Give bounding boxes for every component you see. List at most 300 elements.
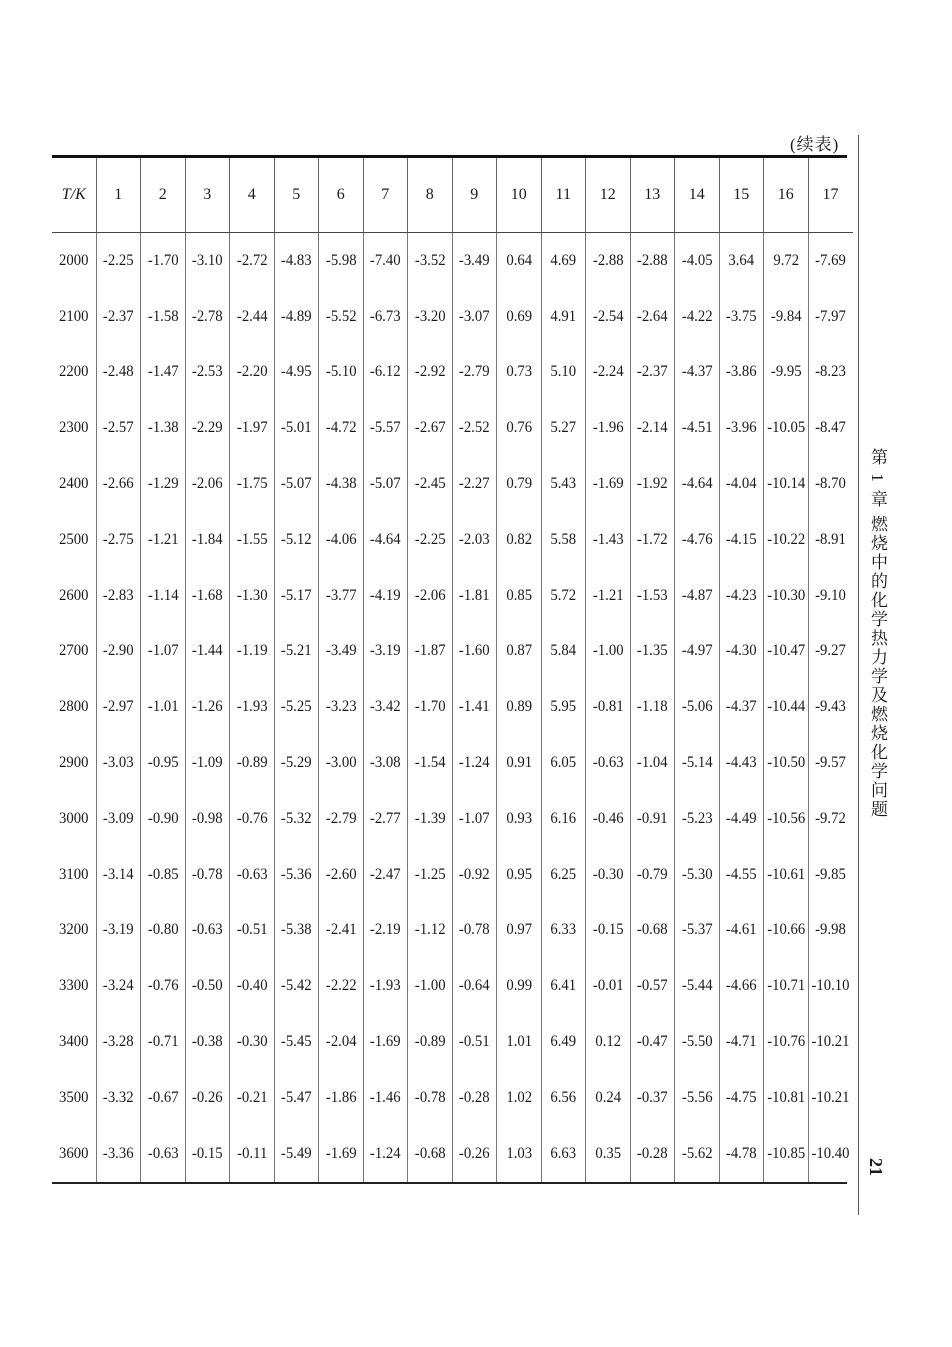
value-cell: -1.19: [231, 624, 272, 680]
value-cell: -4.49: [721, 791, 762, 847]
value-cell: -1.01: [142, 679, 183, 735]
value-cell: -4.15: [721, 512, 762, 568]
value-cell: -0.15: [587, 903, 628, 959]
column-header: 2: [141, 158, 186, 233]
value-cell: -4.30: [721, 624, 762, 680]
value-cell: -9.84: [765, 289, 806, 345]
temperature-cell: 3600: [59, 1144, 89, 1162]
value-cell: -4.55: [721, 847, 762, 903]
column-header: 8: [408, 158, 453, 233]
value-cell: -6.12: [365, 345, 406, 401]
value-cell: -0.67: [142, 1070, 183, 1126]
value-cell: -0.79: [632, 847, 673, 903]
value-cell: -1.86: [320, 1070, 361, 1126]
table-row: [52, 1070, 853, 1126]
value-cell: 0.89: [498, 679, 539, 735]
value-cell: -3.49: [320, 624, 361, 680]
value-cell: -8.91: [810, 512, 851, 568]
value-cell: -5.98: [320, 233, 361, 289]
value-cell: -0.91: [632, 791, 673, 847]
value-cell: -2.67: [409, 400, 450, 456]
value-cell: -5.52: [320, 289, 361, 345]
value-cell: 0.73: [498, 345, 539, 401]
value-cell: -1.35: [632, 624, 673, 680]
value-cell: -1.93: [365, 958, 406, 1014]
value-cell: -0.71: [142, 1014, 183, 1070]
value-cell: 4.69: [543, 233, 584, 289]
value-cell: -4.64: [365, 512, 406, 568]
value-cell: 0.87: [498, 624, 539, 680]
value-cell: -2.25: [98, 233, 139, 289]
data-table-container: [52, 155, 850, 1184]
table-row: [52, 289, 853, 345]
value-cell: -10.76: [765, 1014, 806, 1070]
value-cell: -4.71: [721, 1014, 762, 1070]
value-cell: -0.89: [231, 735, 272, 791]
value-cell: -0.64: [454, 958, 495, 1014]
value-cell: 1.02: [498, 1070, 539, 1126]
column-header: 5: [274, 158, 319, 233]
value-cell: -5.42: [276, 958, 317, 1014]
value-cell: -3.19: [98, 903, 139, 959]
column-header: 14: [675, 158, 720, 233]
value-cell: -0.81: [587, 679, 628, 735]
temperature-cell: 2500: [59, 530, 89, 548]
value-cell: -5.36: [276, 847, 317, 903]
value-cell: -0.78: [454, 903, 495, 959]
value-cell: -10.22: [765, 512, 806, 568]
value-cell: -2.37: [632, 345, 673, 401]
value-cell: -9.10: [810, 568, 851, 624]
value-cell: -2.06: [187, 456, 228, 512]
value-cell: -10.30: [765, 568, 806, 624]
value-cell: -6.73: [365, 289, 406, 345]
value-cell: -0.51: [231, 903, 272, 959]
value-cell: -10.10: [810, 958, 851, 1014]
value-cell: -1.21: [587, 568, 628, 624]
value-cell: -3.00: [320, 735, 361, 791]
value-cell: 0.24: [587, 1070, 628, 1126]
value-cell: -2.53: [187, 345, 228, 401]
value-cell: -10.85: [765, 1126, 806, 1182]
value-cell: -3.07: [454, 289, 495, 345]
value-cell: -4.83: [276, 233, 317, 289]
value-cell: -0.46: [587, 791, 628, 847]
value-cell: -0.63: [587, 735, 628, 791]
value-cell: -3.20: [409, 289, 450, 345]
value-cell: -0.38: [187, 1014, 228, 1070]
value-cell: -5.25: [276, 679, 317, 735]
continued-label: (续表): [790, 135, 840, 154]
value-cell: -8.70: [810, 456, 851, 512]
value-cell: -2.44: [231, 289, 272, 345]
temperature-cell: 2200: [59, 363, 89, 381]
value-cell: -10.40: [810, 1126, 851, 1182]
value-cell: -1.96: [587, 400, 628, 456]
value-cell: 1.03: [498, 1126, 539, 1182]
value-cell: -2.90: [98, 624, 139, 680]
value-cell: -5.17: [276, 568, 317, 624]
table-row: [52, 568, 853, 624]
value-cell: -2.24: [587, 345, 628, 401]
value-cell: -2.77: [365, 791, 406, 847]
value-cell: -1.30: [231, 568, 272, 624]
value-cell: -10.21: [810, 1070, 851, 1126]
temperature-cell: 2700: [59, 642, 89, 660]
value-cell: -3.77: [320, 568, 361, 624]
value-cell: -7.97: [810, 289, 851, 345]
value-cell: -5.14: [676, 735, 717, 791]
value-cell: -1.26: [187, 679, 228, 735]
value-cell: -4.61: [721, 903, 762, 959]
value-cell: -2.72: [231, 233, 272, 289]
value-cell: -5.56: [676, 1070, 717, 1126]
value-cell: -2.88: [632, 233, 673, 289]
value-cell: -2.78: [187, 289, 228, 345]
value-cell: -4.38: [320, 456, 361, 512]
column-header: 6: [319, 158, 364, 233]
value-cell: -5.01: [276, 400, 317, 456]
temperature-cell: 3400: [59, 1033, 89, 1051]
value-cell: -0.28: [454, 1070, 495, 1126]
page-margin-rule: [858, 135, 859, 1215]
value-cell: -1.93: [231, 679, 272, 735]
column-header: 11: [541, 158, 586, 233]
value-cell: 5.58: [543, 512, 584, 568]
value-cell: -0.57: [632, 958, 673, 1014]
value-cell: 5.84: [543, 624, 584, 680]
value-cell: -5.21: [276, 624, 317, 680]
value-cell: 5.10: [543, 345, 584, 401]
value-cell: -1.68: [187, 568, 228, 624]
value-cell: -0.15: [187, 1126, 228, 1182]
value-cell: -3.08: [365, 735, 406, 791]
value-cell: -2.57: [98, 400, 139, 456]
value-cell: 0.82: [498, 512, 539, 568]
value-cell: -1.97: [231, 400, 272, 456]
value-cell: -2.03: [454, 512, 495, 568]
column-header: 16: [764, 158, 809, 233]
value-cell: -1.53: [632, 568, 673, 624]
value-cell: -0.01: [587, 958, 628, 1014]
value-cell: -10.71: [765, 958, 806, 1014]
value-cell: 0.91: [498, 735, 539, 791]
value-cell: -5.62: [676, 1126, 717, 1182]
value-cell: 9.72: [765, 233, 806, 289]
table-row: [52, 847, 853, 903]
value-cell: -5.07: [276, 456, 317, 512]
value-cell: -10.05: [765, 400, 806, 456]
table-body: [52, 233, 853, 1182]
value-cell: -5.23: [676, 791, 717, 847]
value-cell: -0.68: [409, 1126, 450, 1182]
value-cell: 1.01: [498, 1014, 539, 1070]
value-cell: -2.20: [231, 345, 272, 401]
value-cell: -9.43: [810, 679, 851, 735]
value-cell: 5.43: [543, 456, 584, 512]
value-cell: -1.44: [187, 624, 228, 680]
value-cell: -2.14: [632, 400, 673, 456]
value-cell: -4.97: [676, 624, 717, 680]
value-cell: -1.18: [632, 679, 673, 735]
temperature-cell: 3300: [59, 977, 89, 995]
value-cell: -2.04: [320, 1014, 361, 1070]
value-cell: -3.32: [98, 1070, 139, 1126]
value-cell: 5.95: [543, 679, 584, 735]
value-cell: 6.49: [543, 1014, 584, 1070]
value-cell: -1.07: [142, 624, 183, 680]
column-header: 17: [808, 158, 853, 233]
table-row: [52, 233, 853, 289]
value-cell: -1.72: [632, 512, 673, 568]
value-cell: -4.95: [276, 345, 317, 401]
value-cell: -1.41: [454, 679, 495, 735]
value-cell: 6.63: [543, 1126, 584, 1182]
value-cell: -1.14: [142, 568, 183, 624]
value-cell: -5.37: [676, 903, 717, 959]
value-cell: -0.80: [142, 903, 183, 959]
value-cell: -3.49: [454, 233, 495, 289]
value-cell: -3.96: [721, 400, 762, 456]
value-cell: 6.05: [543, 735, 584, 791]
value-cell: -0.26: [187, 1070, 228, 1126]
value-cell: -0.63: [231, 847, 272, 903]
value-cell: -0.76: [231, 791, 272, 847]
value-cell: -2.37: [98, 289, 139, 345]
value-cell: -1.39: [409, 791, 450, 847]
value-cell: -1.29: [142, 456, 183, 512]
column-header: 3: [185, 158, 230, 233]
value-cell: -0.68: [632, 903, 673, 959]
page-number: 21: [866, 1158, 886, 1176]
value-cell: -10.66: [765, 903, 806, 959]
value-cell: -1.69: [365, 1014, 406, 1070]
value-cell: -5.44: [676, 958, 717, 1014]
value-cell: -3.19: [365, 624, 406, 680]
value-cell: -1.07: [454, 791, 495, 847]
value-cell: -5.45: [276, 1014, 317, 1070]
value-cell: -0.92: [454, 847, 495, 903]
value-cell: -2.97: [98, 679, 139, 735]
data-table: [52, 158, 853, 1182]
value-cell: 6.16: [543, 791, 584, 847]
value-cell: -0.37: [632, 1070, 673, 1126]
value-cell: -1.81: [454, 568, 495, 624]
column-header: 10: [497, 158, 542, 233]
value-cell: -10.50: [765, 735, 806, 791]
value-cell: -4.78: [721, 1126, 762, 1182]
table-header-row: [52, 158, 853, 233]
value-cell: -0.47: [632, 1014, 673, 1070]
value-cell: 0.85: [498, 568, 539, 624]
value-cell: -5.29: [276, 735, 317, 791]
value-cell: -2.41: [320, 903, 361, 959]
value-cell: -4.72: [320, 400, 361, 456]
value-cell: -5.57: [365, 400, 406, 456]
value-cell: 0.12: [587, 1014, 628, 1070]
value-cell: -9.85: [810, 847, 851, 903]
temperature-cell: 2800: [59, 698, 89, 716]
value-cell: -0.98: [187, 791, 228, 847]
column-header: 12: [586, 158, 631, 233]
table-row: [52, 1126, 853, 1182]
value-cell: -5.12: [276, 512, 317, 568]
value-cell: -1.38: [142, 400, 183, 456]
value-cell: -1.69: [587, 456, 628, 512]
value-cell: -3.28: [98, 1014, 139, 1070]
value-cell: -2.06: [409, 568, 450, 624]
temperature-cell: 2300: [59, 419, 89, 437]
column-header: 15: [719, 158, 764, 233]
column-header: 7: [363, 158, 408, 233]
column-header: 1: [96, 158, 141, 233]
temperature-cell: 2600: [59, 586, 89, 604]
value-cell: -5.32: [276, 791, 317, 847]
value-cell: -10.61: [765, 847, 806, 903]
value-cell: -4.87: [676, 568, 717, 624]
value-cell: -0.11: [231, 1126, 272, 1182]
value-cell: -0.78: [409, 1070, 450, 1126]
temperature-cell: 3100: [59, 865, 89, 883]
value-cell: -4.37: [676, 345, 717, 401]
value-cell: -0.89: [409, 1014, 450, 1070]
value-cell: 0.79: [498, 456, 539, 512]
value-cell: -3.75: [721, 289, 762, 345]
value-cell: -3.09: [98, 791, 139, 847]
value-cell: -0.28: [632, 1126, 673, 1182]
value-cell: -2.79: [454, 345, 495, 401]
value-cell: -3.14: [98, 847, 139, 903]
value-cell: -2.92: [409, 345, 450, 401]
value-cell: -2.66: [98, 456, 139, 512]
value-cell: -0.50: [187, 958, 228, 1014]
value-cell: -5.30: [676, 847, 717, 903]
value-cell: 6.56: [543, 1070, 584, 1126]
table-row: [52, 512, 853, 568]
value-cell: -0.30: [587, 847, 628, 903]
value-cell: -3.23: [320, 679, 361, 735]
table-row: [52, 791, 853, 847]
chapter-side-title: 第 1 章 燃烧中的化学热力学及燃烧化学问题: [868, 448, 887, 820]
value-cell: -1.70: [409, 679, 450, 735]
value-cell: -4.22: [676, 289, 717, 345]
value-cell: -0.63: [187, 903, 228, 959]
value-cell: -3.52: [409, 233, 450, 289]
value-cell: -4.23: [721, 568, 762, 624]
value-cell: -3.10: [187, 233, 228, 289]
column-header: 9: [452, 158, 497, 233]
value-cell: -1.84: [187, 512, 228, 568]
value-cell: -7.40: [365, 233, 406, 289]
value-cell: -2.29: [187, 400, 228, 456]
value-cell: -0.30: [231, 1014, 272, 1070]
value-cell: -10.14: [765, 456, 806, 512]
value-cell: -1.24: [365, 1126, 406, 1182]
value-cell: -2.22: [320, 958, 361, 1014]
value-cell: -1.87: [409, 624, 450, 680]
column-header: 13: [630, 158, 675, 233]
value-cell: -0.78: [187, 847, 228, 903]
table-row: [52, 456, 853, 512]
column-header-temperature: T/K: [52, 158, 96, 233]
table-row: [52, 1014, 853, 1070]
value-cell: 0.64: [498, 233, 539, 289]
value-cell: -1.69: [320, 1126, 361, 1182]
value-cell: -10.21: [810, 1014, 851, 1070]
value-cell: -8.47: [810, 400, 851, 456]
value-cell: -9.98: [810, 903, 851, 959]
temperature-cell: 3000: [59, 809, 89, 827]
value-cell: -0.63: [142, 1126, 183, 1182]
value-cell: -4.43: [721, 735, 762, 791]
value-cell: 0.69: [498, 289, 539, 345]
value-cell: -1.09: [187, 735, 228, 791]
value-cell: 6.33: [543, 903, 584, 959]
value-cell: -0.40: [231, 958, 272, 1014]
value-cell: -2.60: [320, 847, 361, 903]
value-cell: -4.37: [721, 679, 762, 735]
temperature-cell: 3200: [59, 921, 89, 939]
value-cell: -1.21: [142, 512, 183, 568]
value-cell: -9.72: [810, 791, 851, 847]
value-cell: -3.36: [98, 1126, 139, 1182]
value-cell: 0.95: [498, 847, 539, 903]
temperature-cell: 2400: [59, 475, 89, 493]
value-cell: -2.27: [454, 456, 495, 512]
value-cell: -4.89: [276, 289, 317, 345]
value-cell: -0.26: [454, 1126, 495, 1182]
value-cell: -4.51: [676, 400, 717, 456]
value-cell: -4.04: [721, 456, 762, 512]
table-row: [52, 679, 853, 735]
value-cell: -2.45: [409, 456, 450, 512]
value-cell: -9.95: [765, 345, 806, 401]
value-cell: -2.88: [587, 233, 628, 289]
value-cell: 0.76: [498, 400, 539, 456]
value-cell: -1.54: [409, 735, 450, 791]
value-cell: -1.25: [409, 847, 450, 903]
value-cell: -10.56: [765, 791, 806, 847]
table-row: [52, 345, 853, 401]
value-cell: -2.83: [98, 568, 139, 624]
value-cell: -4.64: [676, 456, 717, 512]
value-cell: -9.27: [810, 624, 851, 680]
temperature-cell: 2000: [59, 251, 89, 269]
value-cell: -1.04: [632, 735, 673, 791]
value-cell: -1.70: [142, 233, 183, 289]
value-cell: -3.86: [721, 345, 762, 401]
value-cell: -4.05: [676, 233, 717, 289]
value-cell: -3.42: [365, 679, 406, 735]
value-cell: -0.85: [142, 847, 183, 903]
value-cell: 0.35: [587, 1126, 628, 1182]
value-cell: -0.21: [231, 1070, 272, 1126]
value-cell: -9.57: [810, 735, 851, 791]
value-cell: 6.41: [543, 958, 584, 1014]
value-cell: -4.76: [676, 512, 717, 568]
value-cell: 0.93: [498, 791, 539, 847]
value-cell: -2.25: [409, 512, 450, 568]
temperature-cell: 3500: [59, 1088, 89, 1106]
value-cell: -2.75: [98, 512, 139, 568]
value-cell: -0.90: [142, 791, 183, 847]
value-cell: -5.06: [676, 679, 717, 735]
value-cell: -1.00: [409, 958, 450, 1014]
value-cell: -1.12: [409, 903, 450, 959]
value-cell: -1.00: [587, 624, 628, 680]
value-cell: -2.64: [632, 289, 673, 345]
value-cell: -0.51: [454, 1014, 495, 1070]
